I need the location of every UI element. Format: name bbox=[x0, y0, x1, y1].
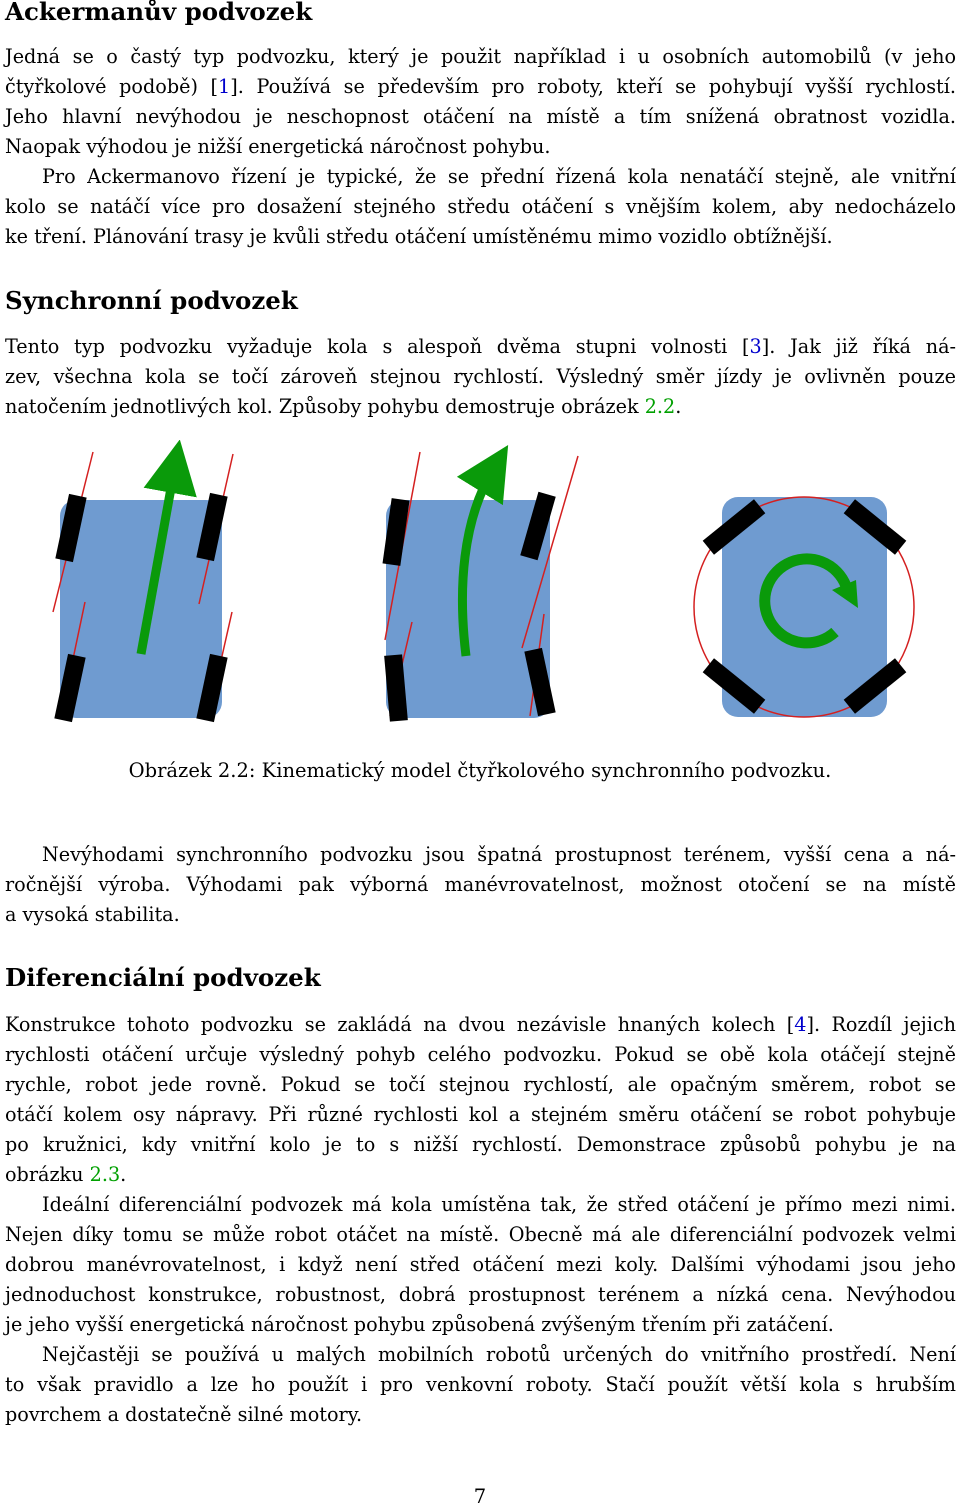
text-line: po kružnici, kdy vnitřní kolo je to s nižší rychlostí. Demonstrace způsobů pohybu je na bbox=[5, 1133, 956, 1156]
citation-link[interactable]: 1 bbox=[218, 75, 231, 98]
heading-ackermann: Ackermanův podvozek bbox=[5, 0, 313, 26]
text-line: Jeho hlavní nevýhodou je neschopnost otáčení na místě a tím snížená obratnost vozidla. bbox=[5, 105, 956, 128]
synchronous-chassis-figure bbox=[0, 440, 960, 740]
text-line: Nejen díky tomu se může robot otáčet na místě. Obecně má ale diferenciální podvozek velmi bbox=[5, 1223, 956, 1246]
citation-link[interactable]: 3 bbox=[749, 335, 762, 358]
citation-link[interactable]: 4 bbox=[794, 1013, 807, 1036]
robot-diagonal-motion bbox=[53, 452, 233, 722]
text-line: zev, všechna kola se točí zároveň stejnou rychlostí. Výsledný směr jízdy je ovlivněn pouze bbox=[5, 365, 956, 388]
heading-differential: Diferenciální podvozek bbox=[5, 963, 321, 992]
text-line: obrázku 2.3. bbox=[5, 1163, 127, 1186]
page-number: 7 bbox=[473, 1485, 487, 1508]
robot-curved-motion bbox=[382, 452, 578, 722]
text-line: je jeho vyšší energetická náročnost pohybu způsobená zvýšeným třením při zatáčení. bbox=[5, 1313, 834, 1336]
text-line: rychle, robot jede rovně. Pokud se točí stejnou rychlostí, ale opačným směrem, robot se bbox=[5, 1073, 956, 1096]
text-line: Naopak výhodou je nižší energetická náročnost pohybu. bbox=[5, 135, 551, 158]
text-line: natočením jednotlivých kol. Způsoby pohybu demostruje obrázek 2.2. bbox=[5, 395, 682, 418]
heading-synchronous: Synchronní podvozek bbox=[5, 286, 298, 315]
text-line: Ideální diferenciální podvozek má kola umístěna tak, že střed otáčení je přímo mezi nimi. bbox=[42, 1193, 956, 1216]
text-line: otáčí kolem osy nápravy. Při různé rychlosti kol a stejném směru otáčení se robot pohybuje bbox=[5, 1103, 956, 1126]
figure-link[interactable]: 2.3 bbox=[89, 1163, 121, 1186]
text-line: Nejčastěji se používá u malých mobilních robotů určených do vnitřního prostředí. Není bbox=[42, 1343, 956, 1366]
robot-chassis bbox=[60, 500, 222, 718]
figure-caption: Obrázek 2.2: Kinematický model čtyřkolového synchronního podvozku. bbox=[128, 759, 832, 782]
text-line: kolo se natáčí více pro dosažení stejného středu otáčení s vnějším kolem, aby nedocházelo bbox=[5, 195, 956, 218]
text-line: jednoduchost konstrukce, robustnost, dobrá prostupnost terénem a nízká cena. Nevýhodou bbox=[5, 1283, 956, 1306]
text-line: ročnější výroba. Výhodami pak výborná manévrovatelnost, možnost otočení se na místě bbox=[5, 873, 956, 896]
text-line: dobrou manévrovatelnost, i když není střed otáčení mezi koly. Dalšími výhodami jsou jeho bbox=[5, 1253, 956, 1276]
figure-link[interactable]: 2.2 bbox=[644, 395, 676, 418]
text-line: ke tření. Plánování trasy je kvůli středu otáčení umístěnému mimo vozidlo obtížnější. bbox=[5, 225, 833, 248]
text-line: Nevýhodami synchronního podvozku jsou špatná prostupnost terénem, vyšší cena a ná- bbox=[42, 843, 956, 866]
text-line: to však pravidlo a lze ho použít i pro venkovní roboty. Stačí použít větší kola s hrubším bbox=[5, 1373, 956, 1396]
text-line: rychlosti otáčení určuje výsledný pohyb celého podvozku. Pokud se obě kola otáčejí stejně bbox=[5, 1043, 956, 1066]
text-line: Tento typ podvozku vyžaduje kola s alespoň dvěma stupni volnosti [3]. Jak již říká ná- bbox=[5, 335, 957, 358]
robot-rotation-in-place bbox=[694, 497, 914, 717]
text-line: čtyřkolové podobě) [1]. Používá se především pro roboty, kteří se pohybují vyšší rychlostí. bbox=[5, 75, 956, 98]
text-line: povrchem a dostatečně silné motory. bbox=[5, 1403, 363, 1426]
text-line: a vysoká stabilita. bbox=[5, 903, 180, 926]
text-line: Konstrukce tohoto podvozku se zakládá na dvou nezávisle hnaných kolech [4]. Rozdíl jejich bbox=[5, 1013, 956, 1036]
robot-chassis bbox=[722, 497, 887, 717]
text-line: Jedná se o častý typ podvozku, který je použit například i u osobních automobilů (v jeho bbox=[5, 45, 956, 68]
text-line: Pro Ackermanovo řízení je typické, že se přední řízená kola nenatáčí stejně, ale vnitřní bbox=[42, 165, 956, 188]
